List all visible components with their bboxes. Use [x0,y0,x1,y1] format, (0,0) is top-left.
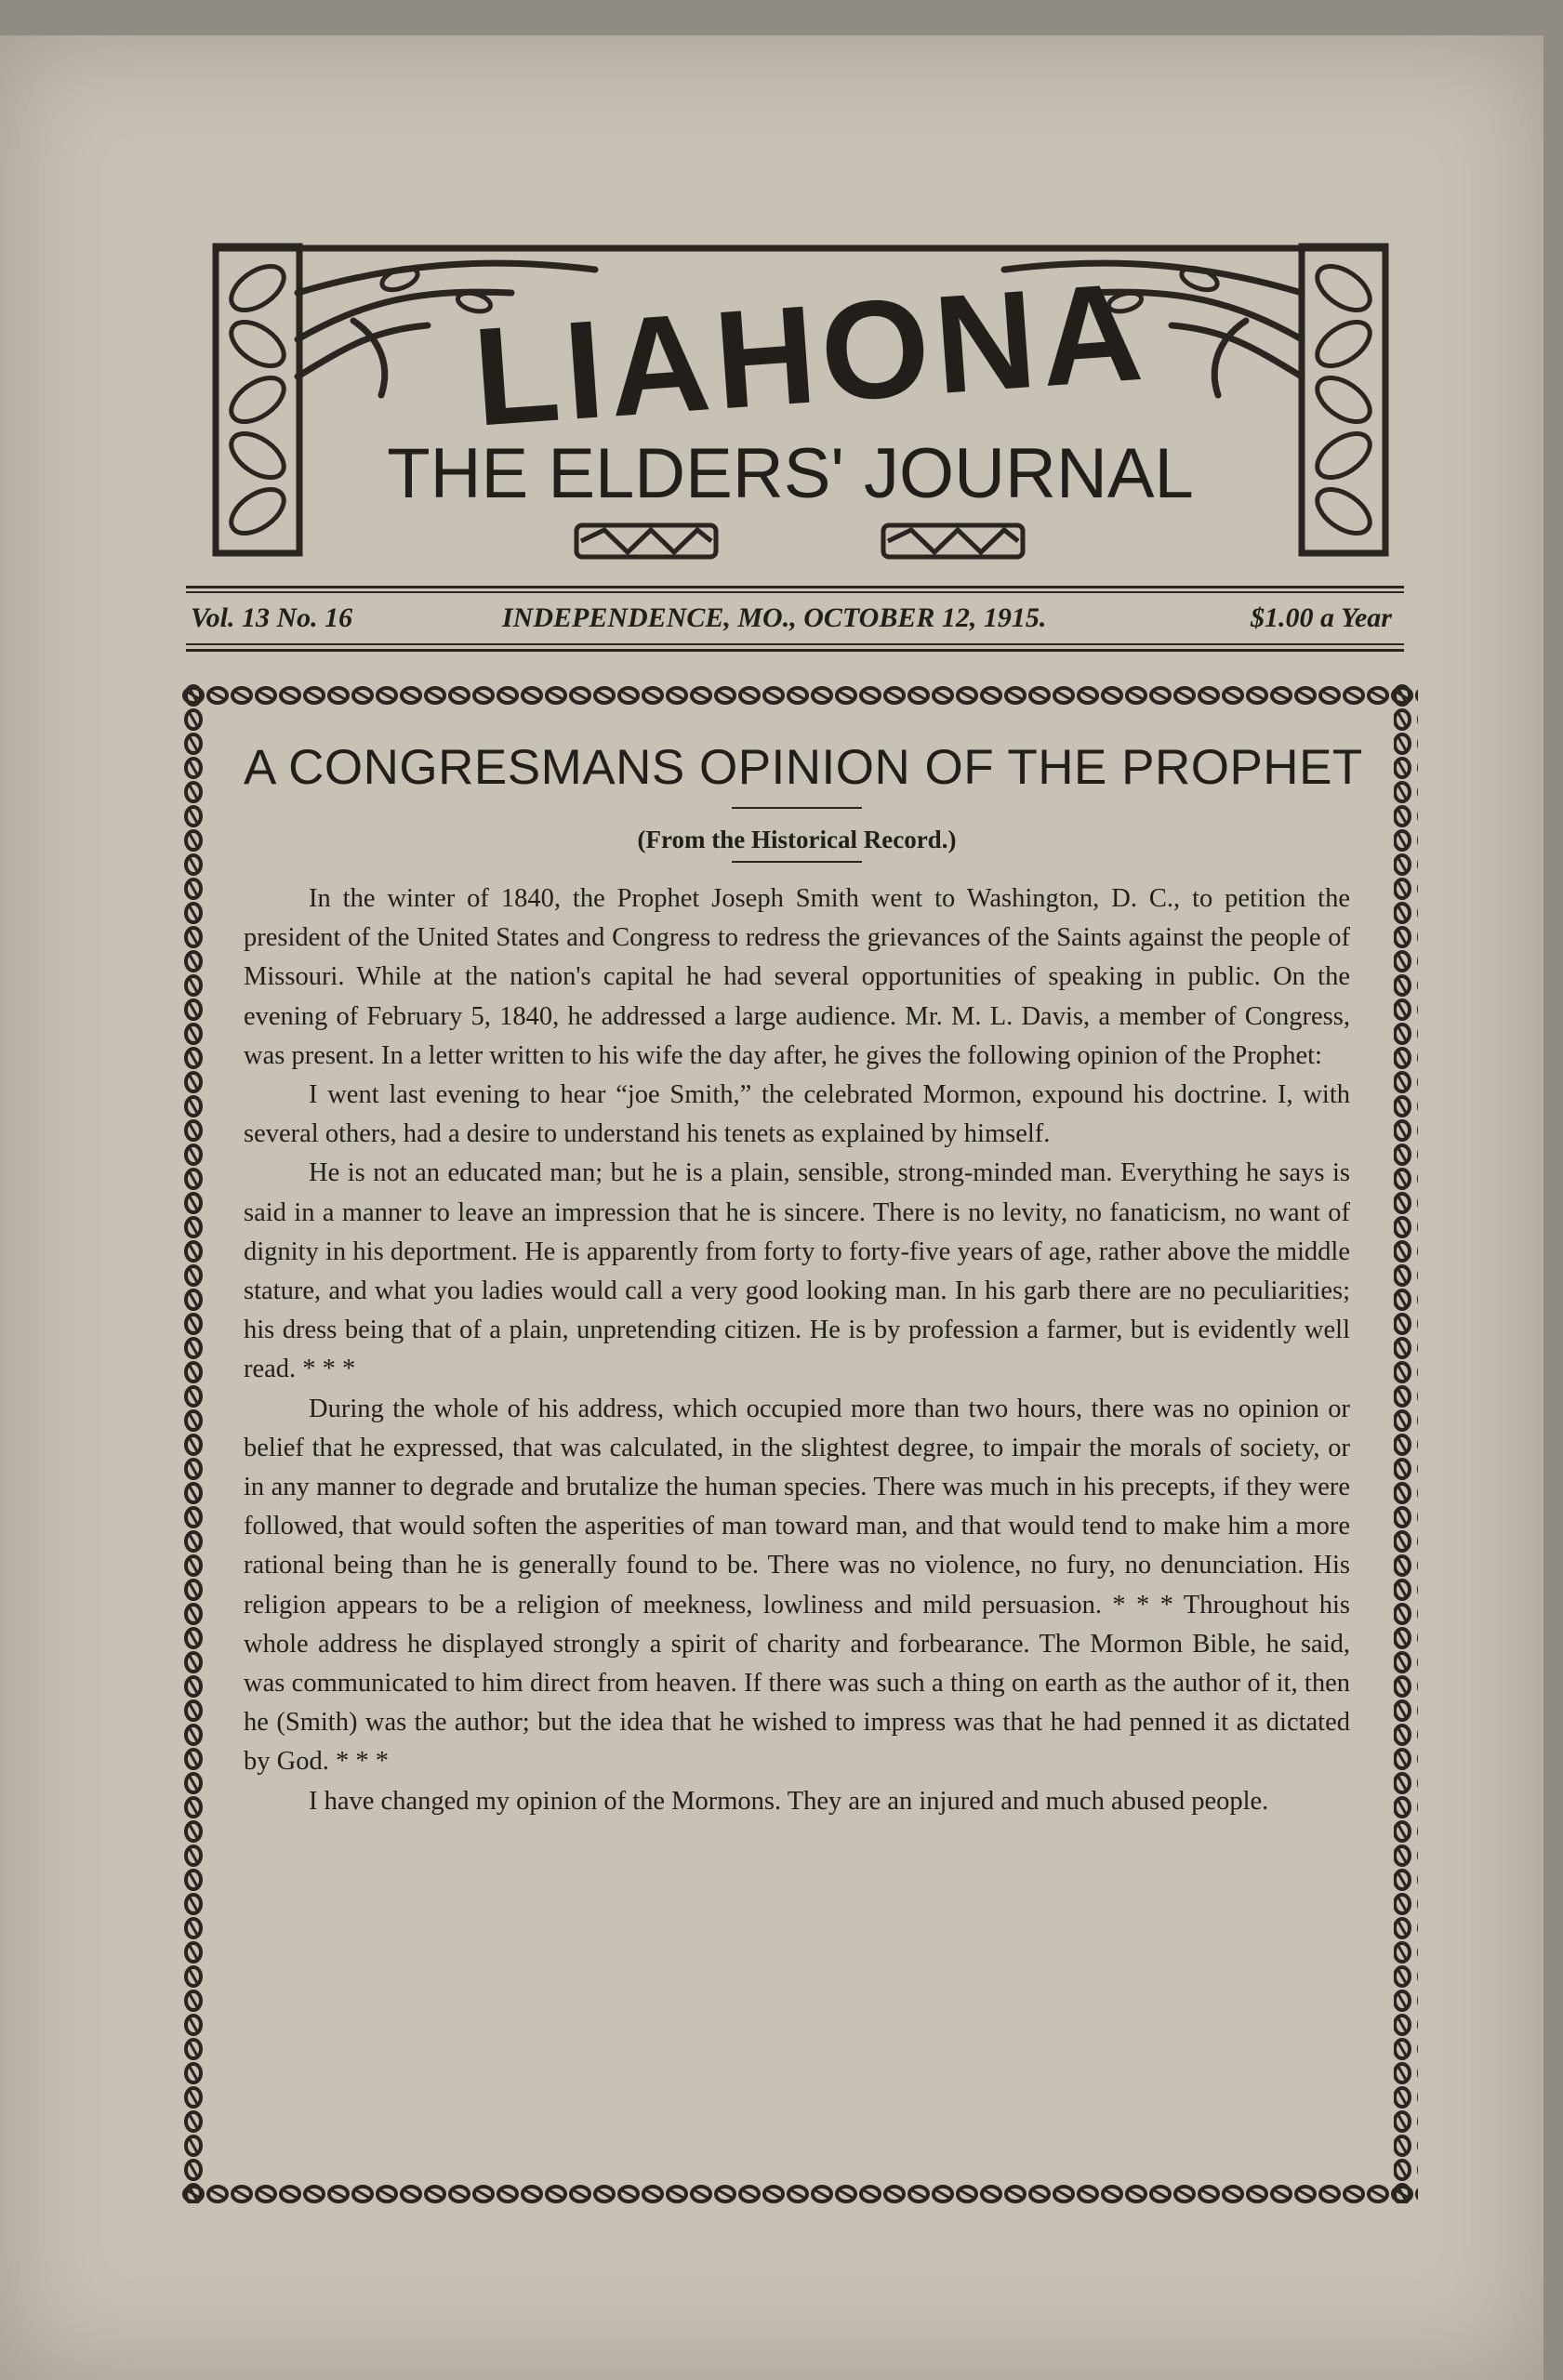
issue-volume: Vol. 13 No. 16 [191,602,353,633]
issue-place-date: INDEPENDENCE, MO., OCTOBER 12, 1915. [502,602,1047,633]
article-headline: A CONGRESMANS OPINION OF THE PROPHET [244,740,1363,795]
issue-price: $1.00 a Year [1251,602,1392,633]
masthead-subtitle: THE ELDERS' JOURNAL [387,434,1194,513]
issue-rule-bottom [186,649,1404,652]
issue-rule-top-thin [186,591,1404,593]
article-paragraph-2: I went last evening to hear “joe Smith,” the celebrated Mormon, expound his doctrine. I, with several others, had a desire to understand his tenets as explained by himself. [244,1080,1350,1149]
issue-rule-bottom-thin [186,643,1404,645]
article [244,734,1363,2148]
article-source: (From the Historical Record.) [637,826,957,853]
article-paragraph-1: In the winter of 1840, the Prophet Joseph Smith went to Washington, D. C., to petition the president of the United States and Congress to redress the grievances of the Saints against the people of Missouri. While at the nation's capital he had several opportunities of speaking in public. On the evening of February 5, 1840, he addressed a large audience. Mr. M. L. Davis, a member of Congress, was present. In a letter written to his wife the day after, he gives the following opinion of the Prophet: [244,884,1350,1070]
article-paragraph-5: I have changed my opinion of the Mormons. They are an injured and much abused people. [309,1786,1269,1816]
article-paragraph-4: During the whole of his address, which occupied more than two hours, there was no opinion or belief that he expressed, that was calculated, in the slightest degree, to impair the morals of society, or in any manner to degrade and brutalize the human species. There was much in his precepts, if they were followed, that would soften the asperities of man toward man, and that would tend to make him a more rational being than he is generally found to be. There was no violence, no fury, no denunciation. His religion appears to be a religion of meekness, lowliness and mild persuasion. * * * Throughout his whole address he displayed strongly a spirit of charity and forbearance. The Mormon Bible, he said, was communicated to him direct from heaven. If there was such a thing on earth as the author of it, then he (Smith) was the author; but the idea that he wished to impress was that he had penned it as dictated by God. * * * [244,1394,1350,1777]
article-paragraph-3: He is not an educated man; but he is a plain, sensible, strong-minded man. Everything he says is said in a manner to leave an impression that he is sincere. There is no levity, no fanaticism, no want of dignity in his deportment. He is apparently from forty to forty-five years of age, rather above the middle stature, and what you ladies would call a very good looking man. In his garb there are no peculiarities; his dress being that of a plain, unpretending citizen. He is by profession a farmer, but is evidently well read. * * * [244,1158,1350,1384]
issue-rule-top [186,586,1404,588]
masthead-title: LIAHONA [468,252,1153,456]
